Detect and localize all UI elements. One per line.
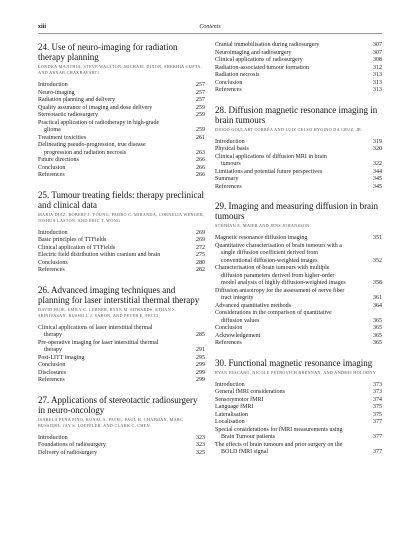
entry-page-number: [362, 154, 382, 162]
entry-title: Neuro-imaging: [38, 89, 75, 96]
entry-page-number: 280: [196, 259, 205, 266]
toc-entry[interactable]: [38, 135, 205, 143]
toc-entry[interactable]: [215, 72, 382, 80]
entry-page-number: 266: [196, 172, 205, 178]
entry-title: Advanced quantitative methods: [215, 302, 291, 309]
toc-entry[interactable]: [38, 355, 205, 363]
toc-entry[interactable]: [215, 419, 382, 427]
toc-entry[interactable]: [215, 288, 382, 296]
toc-entry[interactable]: [38, 165, 205, 173]
chapter-title[interactable]: 24. Use of neuro-imaging for radiation therapy planning: [38, 42, 178, 62]
entry-page-number: 266: [196, 164, 205, 171]
toc-entry[interactable]: [38, 435, 205, 443]
chapter-title[interactable]: 30. Functional magnetic resonance imaging: [215, 357, 373, 368]
entry-page-number: [362, 442, 382, 450]
entry-page-number: 272: [196, 244, 205, 251]
toc-entry[interactable]: [38, 442, 205, 450]
toc-entry[interactable]: [215, 280, 382, 288]
chapter-block: [38, 285, 205, 385]
entry-page-number: 257: [196, 89, 205, 96]
chapter-entries: [38, 230, 205, 275]
toc-entry[interactable]: [215, 397, 382, 405]
entry-title: Special considerations for fMRI measurements using: [215, 426, 343, 433]
entry-page-number: 374: [373, 396, 382, 403]
entry-title: Quality assurance of imaging and dose delivery: [38, 104, 153, 111]
toc-entry[interactable]: [215, 404, 382, 412]
entry-title: conventional diffusion-weighted images: [221, 257, 318, 264]
left-column: [38, 42, 205, 467]
header-rule: [38, 33, 382, 34]
entry-title: Clinical applications of diffusion MRI in brain: [215, 153, 327, 160]
toc-entry[interactable]: [215, 80, 382, 88]
chapter-authors: ISABELA PENA PINO, KUNAL S. PATEL, PAUL H. CHAPMAN, MARC BUSSIERE, JAY S. LOEFFLER, AND CLARK C. CHEN: [38, 416, 184, 428]
entry-page-number: [362, 310, 382, 318]
chapter-block: [215, 201, 382, 348]
entry-title: Radiation-associated tumour formation: [215, 64, 309, 71]
toc-entry[interactable]: [215, 427, 382, 435]
toc-entry[interactable]: [38, 150, 205, 158]
entry-title: Conclusion: [38, 164, 66, 171]
toc-entry[interactable]: [38, 362, 205, 370]
toc-entry[interactable]: [38, 157, 205, 165]
entry-title: Limitations and potential future perspectives: [215, 168, 323, 175]
entry-page-number: 269: [196, 229, 205, 236]
entry-title: Conclusion: [215, 79, 243, 86]
toc-entry[interactable]: [215, 87, 382, 95]
entry-title: References: [215, 183, 242, 190]
chapter-block: [215, 358, 382, 457]
entry-page-number: 299: [196, 377, 205, 383]
entry-title: Brain Tumour patients: [221, 434, 276, 440]
entry-page-number: 269: [196, 237, 205, 243]
entry-title: Practical application of radiotherapy in high-grade: [38, 119, 160, 126]
toc-entry[interactable]: [38, 325, 205, 333]
entry-page-number: 375: [373, 404, 382, 410]
entry-page-number: 285: [196, 332, 205, 338]
entry-title: Cranial immobilisation during radiosurgery: [215, 42, 320, 48]
entry-title: tumours: [221, 161, 241, 167]
entry-title: therapy: [44, 332, 62, 338]
entry-page-number: 375: [373, 411, 382, 418]
entry-title: General fMRI considerations: [215, 389, 285, 395]
entry-page-number: 319: [373, 138, 382, 145]
entry-page-number: 313: [373, 79, 382, 86]
toc-entry[interactable]: [38, 105, 205, 113]
entry-title: Magnetic resonance diffusion imaging: [215, 235, 308, 241]
toc-entry[interactable]: [38, 267, 205, 275]
entry-title: progression and radiation necrosis: [44, 149, 127, 156]
spacer: [38, 385, 205, 395]
toc-entry[interactable]: [215, 65, 382, 73]
entry-title: BOLD fMRI signal: [221, 449, 268, 455]
entry-title: Localisation: [215, 419, 245, 425]
entry-title: therapy: [44, 347, 62, 353]
entry-title: Disclosures: [38, 369, 66, 376]
entry-page-number: 323: [196, 442, 205, 448]
spacer: [215, 348, 382, 358]
entry-page-number: 320: [373, 146, 382, 152]
entry-title: tract integrity: [221, 295, 254, 301]
entry-title: Introduction: [38, 82, 68, 88]
entry-title: Considerations in the comparison of quantitative: [215, 310, 332, 316]
entry-page-number: 364: [373, 302, 382, 309]
entry-title: diffusion parameters derived from higher-order: [221, 272, 335, 279]
toc-entry[interactable]: [38, 112, 205, 120]
toc-entry[interactable]: [215, 169, 382, 177]
entry-page-number: 377: [373, 434, 382, 440]
entry-page-number: 373: [373, 389, 382, 395]
chapter-title[interactable]: 25. Tumour treating fields: therapy preclinical and clinical data: [38, 189, 204, 210]
entry-title: Radiation necrosis: [215, 72, 260, 78]
entry-title: Foundations of radiosurgery: [38, 442, 106, 448]
toc-entry[interactable]: [38, 120, 205, 128]
entry-page-number: 263: [196, 149, 205, 156]
toc-entry[interactable]: [215, 154, 382, 162]
toc-entry[interactable]: [215, 146, 382, 154]
toc-entry[interactable]: [38, 370, 205, 378]
entry-page-number: [362, 265, 382, 273]
spacer: [38, 275, 205, 285]
chapter-authors: LONDKA MAJITHIA, STEVE WALSTON, MICHAEL DIXON, SHEKHIA GUPTA, AND ARNAB CHAKRAVARTI: [38, 64, 203, 75]
toc-entry[interactable]: [38, 237, 205, 245]
chapter-authors: RYAN PESCARO, NICOLE PETROVICH BRENNAN, AND ANDREI HOLODNY: [215, 369, 377, 375]
toc-entry[interactable]: [215, 273, 382, 281]
entry-page-number: 365: [373, 332, 382, 339]
entry-title: Lateralisation: [215, 411, 248, 418]
chapter-title[interactable]: 27. Applications of stereotactic radiosurgery in neuro-oncology: [38, 394, 198, 415]
entry-page-number: 322: [373, 161, 382, 167]
toc-entry[interactable]: [38, 347, 205, 355]
entry-page-number: 299: [196, 369, 205, 376]
entry-title: References: [38, 267, 65, 273]
toc-entry[interactable]: [215, 161, 382, 169]
toc-entry[interactable]: [38, 252, 205, 260]
entry-page-number: [362, 273, 382, 281]
toc-entry[interactable]: [38, 172, 205, 180]
toc-entry[interactable]: [215, 243, 382, 251]
chapter-entries: [38, 82, 205, 180]
entry-page-number: [362, 427, 382, 435]
entry-page-number: 312: [373, 64, 382, 71]
entry-title: Basic principles of TTFields: [38, 237, 107, 243]
toc-entry[interactable]: [215, 442, 382, 450]
entry-title: Clinical applications of laser interstitial thermal: [38, 324, 153, 331]
entry-title: Introduction: [215, 381, 245, 388]
toc-entry[interactable]: [215, 318, 382, 326]
entry-title: Clinical application of TTFields: [38, 244, 116, 251]
entry-title: Sensorymotor fMRI: [215, 396, 264, 403]
entry-title: Conclusion: [38, 362, 66, 368]
toc-entry[interactable]: [38, 142, 205, 150]
entry-page-number: 308: [373, 57, 382, 63]
entry-title: Introduction: [215, 138, 245, 145]
toc-entry[interactable]: [215, 50, 382, 58]
entry-page-number: 307: [373, 49, 382, 56]
toc-entry[interactable]: [215, 382, 382, 390]
toc-entry[interactable]: [38, 127, 205, 135]
entry-title: Electric field distribution within cranium and brain: [38, 252, 161, 258]
entry-title: Post-LITT imaging: [38, 354, 85, 361]
entry-page-number: 259: [196, 112, 205, 118]
toc-entry[interactable]: [215, 340, 382, 348]
entry-title: References: [38, 377, 65, 383]
toc-entry[interactable]: [215, 303, 382, 311]
entry-title: Conclusions: [38, 259, 68, 266]
toc-entry[interactable]: [38, 90, 205, 98]
entry-page-number: 352: [373, 257, 382, 264]
running-title: Contents: [199, 24, 221, 30]
chapter-authors: DAVID HUIE, EMILY C. LERNER, RYAN M. EDWARDS, ETHAN S. SRINIVASAN, RUSSELL J. VARON, AND PETER E. FECCI: [38, 306, 177, 318]
entry-page-number: 345: [373, 176, 382, 182]
toc-entry[interactable]: [215, 176, 382, 184]
entry-page-number: [185, 340, 205, 348]
entry-title: Neuroimaging and radiosurgery: [215, 49, 292, 56]
toc-entry[interactable]: [215, 184, 382, 192]
spacer: [215, 457, 382, 467]
entry-page-number: [185, 142, 205, 150]
entry-page-number: 377: [373, 419, 382, 425]
toc-entry[interactable]: [215, 449, 382, 457]
spacer: [215, 191, 382, 201]
entry-title: diffusion values: [221, 317, 260, 324]
entry-page-number: 325: [196, 449, 205, 456]
toc-entry[interactable]: [38, 332, 205, 340]
entry-page-number: 257: [196, 82, 205, 88]
toc-entry[interactable]: [215, 310, 382, 318]
toc-entry[interactable]: [215, 325, 382, 333]
entry-page-number: 365: [373, 325, 382, 331]
chapter-authors: DIOGO GOULART CORRÊA AND LUIZ CELSO HYGINO DA CRUZ, JR.: [215, 126, 363, 132]
spacer: [38, 180, 205, 190]
toc-entry[interactable]: [38, 260, 205, 268]
entry-title: References: [38, 172, 65, 178]
toc-entry[interactable]: [215, 250, 382, 258]
entry-page-number: [362, 243, 382, 251]
toc-entry[interactable]: [215, 412, 382, 420]
chapter-entries: [215, 139, 382, 192]
chapter-title[interactable]: 26. Advanced imaging techniques and planning for laser interstitial thermal therapy: [38, 284, 200, 305]
entry-title: single diffusion coefficient derived from: [221, 250, 319, 256]
chapter-authors: MARIA DIAZ, ROBERT J. YOUNG, PEDRO C. MIRANDA, CORNELIA WENGER, JOSHUA LASTON, AND ERIC T. WONG: [38, 211, 205, 223]
chapter-entries: [215, 235, 382, 348]
entry-page-number: 291: [196, 347, 205, 353]
toc-entry[interactable]: [38, 82, 205, 90]
toc-entry[interactable]: [215, 434, 382, 442]
chapter-authors: STEPHAN E. MAIER AND JENS JOHANSSON: [215, 223, 310, 228]
entry-title: Treatment toxicities: [38, 134, 86, 141]
entry-title: Delineating pseudo-progression, true disease: [38, 142, 146, 148]
chapter-entries: [38, 435, 205, 458]
entry-page-number: 377: [373, 449, 382, 455]
entry-title: Acknowledgement: [215, 332, 261, 339]
toc-entry[interactable]: [38, 340, 205, 348]
right-column: [215, 42, 382, 467]
entry-title: glioma: [44, 127, 61, 133]
toc-entry[interactable]: [215, 42, 382, 50]
toc-entry[interactable]: [215, 389, 382, 397]
entry-page-number: 266: [196, 157, 205, 163]
entry-page-number: 373: [373, 381, 382, 388]
toc-entry[interactable]: [215, 258, 382, 266]
entry-page-number: 259: [196, 127, 205, 133]
entry-title: Language fMRI: [215, 404, 254, 410]
entry-page-number: 295: [196, 354, 205, 361]
toc-entry[interactable]: [38, 377, 205, 385]
page-number: xiii: [38, 24, 47, 30]
entry-title: Introduction: [38, 229, 68, 236]
entry-page-number: 345: [373, 183, 382, 190]
entry-title: Clinical applications of radiosurgery: [215, 57, 303, 63]
toc-entry[interactable]: [215, 295, 382, 303]
entry-page-number: 313: [373, 87, 382, 93]
entry-title: Stereotactic radiosurgery: [38, 112, 99, 118]
entry-page-number: 323: [196, 434, 205, 441]
entry-page-number: 282: [196, 267, 205, 273]
entry-page-number: [185, 325, 205, 333]
chapter-block: [38, 395, 205, 458]
toc-entry[interactable]: [38, 230, 205, 238]
chapter-title[interactable]: 28. Diffusion magnetic resonance imaging in brain tumours: [215, 104, 378, 125]
entry-page-number: 358: [373, 280, 382, 286]
entry-page-number: [362, 250, 382, 258]
entry-title: Radiation planning and delivery: [38, 97, 116, 103]
chapter-block: [215, 105, 382, 192]
entry-title: Summary: [215, 176, 239, 182]
entry-title: Quantitative characterisation of brain tumours with a: [215, 242, 342, 249]
toc-entry[interactable]: [215, 235, 382, 243]
spacer: [38, 457, 205, 467]
entry-title: References: [215, 340, 242, 346]
entry-title: Delivery of radiosurgery: [38, 449, 98, 456]
toc-entry[interactable]: [38, 245, 205, 253]
chapter-entries: [215, 382, 382, 457]
entry-title: Diffusion anisotropy for the assessment of nerve fiber: [215, 287, 345, 294]
entry-title: Physical basis: [215, 146, 249, 152]
entry-title: The effects of brain tumours and prior surgery on the: [215, 441, 343, 448]
entry-page-number: 365: [373, 340, 382, 346]
toc-entry[interactable]: [38, 450, 205, 458]
entry-title: Pre-operative imaging for laser interstitial thermal: [38, 339, 159, 346]
entry-page-number: 313: [373, 72, 382, 78]
entry-page-number: 299: [196, 362, 205, 368]
toc-entry[interactable]: [215, 333, 382, 341]
chapter-entries: [38, 325, 205, 385]
entry-page-number: 351: [373, 235, 382, 241]
chapter-27-continued: [215, 42, 382, 95]
toc-entry[interactable]: [215, 139, 382, 147]
entry-page-number: 257: [196, 97, 205, 103]
entry-page-number: 365: [373, 317, 382, 324]
toc-entry[interactable]: [38, 97, 205, 105]
entry-page-number: 259: [196, 104, 205, 111]
entry-page-number: 361: [373, 295, 382, 301]
entry-title: Introduction: [38, 434, 68, 441]
entry-page-number: 307: [373, 42, 382, 48]
entry-title: model analysis of highly diffusion-weighted images: [221, 280, 346, 286]
toc-entry[interactable]: [215, 57, 382, 65]
entry-page-number: [362, 288, 382, 296]
entry-title: References: [215, 87, 242, 93]
entry-title: Characterisation of brain tumours with multiple: [215, 265, 330, 271]
chapter-title[interactable]: 29. Imaging and measuring diffusion in brain tumours: [215, 201, 379, 221]
entry-page-number: 344: [373, 168, 382, 175]
entry-page-number: 275: [196, 252, 205, 258]
entry-page-number: [185, 120, 205, 128]
spacer: [215, 95, 382, 105]
toc-entry[interactable]: [215, 265, 382, 273]
chapter-block: [38, 42, 205, 180]
entry-title: Future directions: [38, 157, 79, 163]
entry-page-number: 261: [196, 134, 205, 141]
entry-title: Conclusion: [215, 325, 243, 331]
chapter-block: [38, 190, 205, 275]
